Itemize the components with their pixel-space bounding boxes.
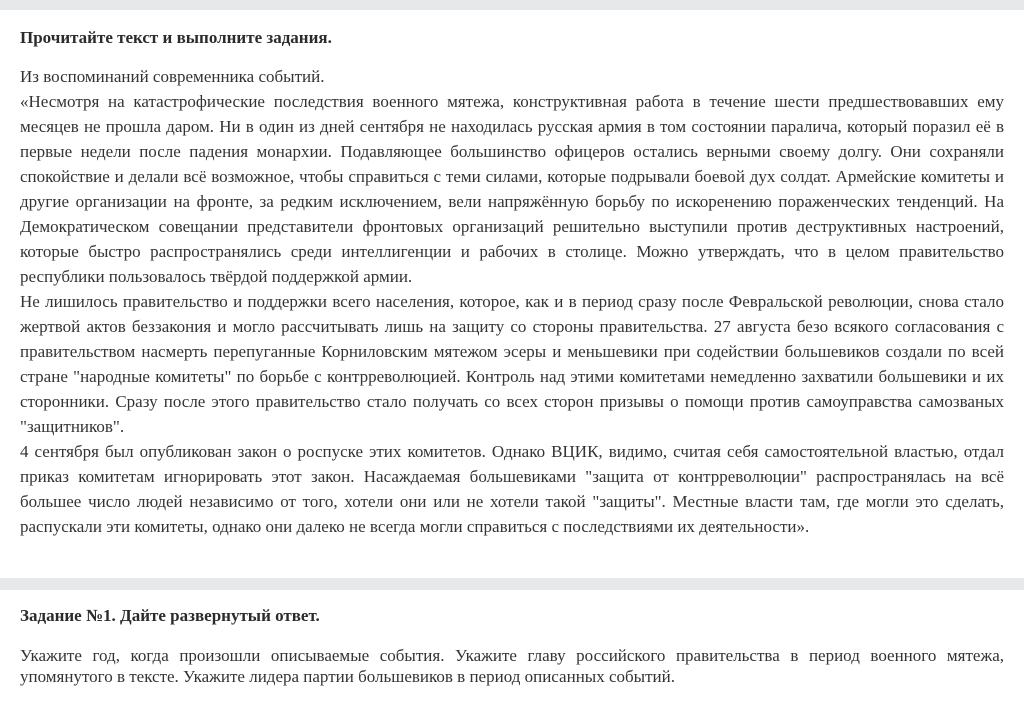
reading-paragraph-2: Не лишилось правительство и поддержки всего населения, которое, как и в период сразу после Февральской революции, снова стало жертвой актов беззакония и могло рассчитывать лишь на защиту со стороны правительства. 27 августа безо всякого согласования с правительством насмерть перепуганные Корниловским мятежом эсеры и меньшевики при содействии большевиков создали по всей стране "народные комитеты" по борьбе с контрреволюцией. Контроль над этими комитетами немедленно захватили большевики и их сторонники. Сразу после этого правительство стало получать со всех сторон призывы о помощи против самоуправства самозваных "защитников". [20, 292, 1004, 436]
reading-card [0, 10, 1024, 578]
reading-text [20, 64, 1004, 539]
reading-heading: Прочитайте текст и выполните задания. [20, 28, 332, 47]
task-question: Укажите год, когда произошли описываемые события. Укажите главу российского правительства в период военного мятежа, упомянутого в тексте. Укажите лидера партии большевиков в период описанных событий. [20, 646, 1004, 686]
reading-intro: Из воспоминаний современника событий. [20, 67, 325, 86]
reading-paragraph-3: 4 сентября был опубликован закон о роспуске этих комитетов. Однако ВЦИК, видимо, считая себя самостоятельной властью, отдал приказ комитетам игнорировать этот закон. Насаждаемая большевиками "защита от контрреволюции" распространялась на всё большее число людей независимо от того, хотели они или не хотели такой "защиты". Местные власти там, где могли это сделать, распускали эти комитеты, однако они далеко не всегда могли справиться с последствиями их деятельности». [20, 442, 1004, 536]
reading-paragraph-1: «Несмотря на катастрофические последствия военного мятежа, конструктивная работа в течение шести предшествовавших ему месяцев не прошла даром. Ни в один из дней сентября не находилась русская армия в том состоянии паралича, который поразил её в первые недели после падения монархии. Подавляющее большинство офицеров остались верными своему долгу. Они сохраняли спокойствие и делали всё возможное, чтобы справиться с теми силами, которые подрывали боевой дух солдат. Армейские комитеты и другие организации на фронте, за редким исключением, вели напряжённую борьбу по искоренению пораженческих тенденций. На Демократическом совещании представители фронтовых организаций решительно выступили против деструктивных настроений, которые быстро распространялись среди интеллигенции и рабочих в столице. Можно утверждать, что в целом правительство республики пользовалось твёрдой поддержкой армии. [20, 92, 1004, 286]
task-heading: Задание №1. Дайте развернутый ответ. [20, 606, 320, 625]
task-card [0, 590, 1024, 720]
